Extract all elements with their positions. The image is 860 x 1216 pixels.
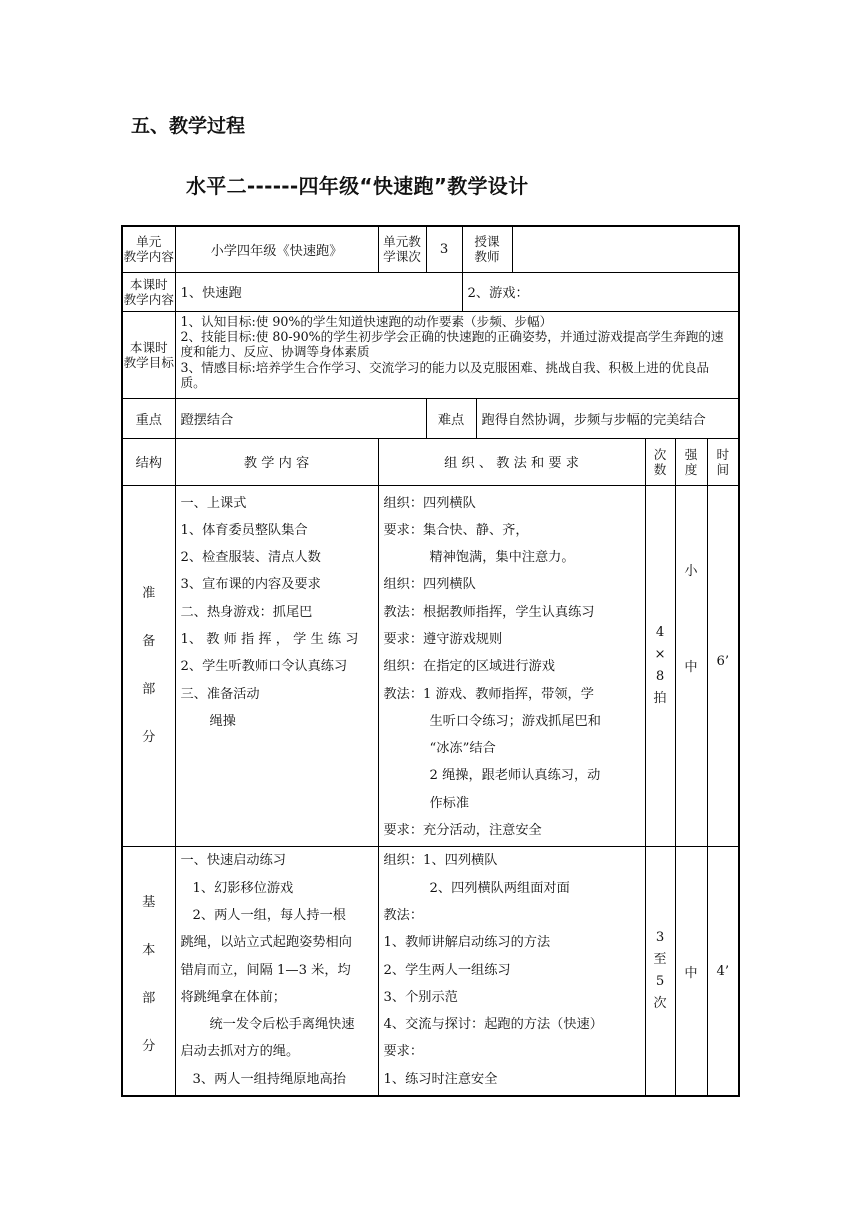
lesson-content-label: 本课时 教学内容 [122, 272, 175, 311]
table-row-basic-part [122, 847, 739, 1096]
list-item: 启动去抓对方的绳。 [180, 1044, 300, 1060]
list-item: 3、宣布课的内容及要求 [180, 577, 321, 593]
list-item: 错肩而立，间隔 1—3 米，均 [180, 962, 351, 978]
basic-duration: 4’ [707, 847, 739, 1096]
table-header-row [122, 438, 739, 485]
header-duration: 时 间 [707, 438, 739, 485]
table-row-lesson-goals [122, 311, 739, 398]
list-item: 教法：1 游戏、教师指挥，带领，学 [383, 686, 594, 702]
list-item: 绳操 [209, 713, 236, 729]
lesson-content-1: 1、快速跑 [175, 272, 462, 311]
goal-skill: 2、技能目标:使 80-90%的学生初步学会正确的快速跑的正确姿势，并通过游戏提高学生奔跑的速度和能力、反应、协调等身体素质 [180, 328, 724, 360]
list-item: 组织：四列横队 [383, 495, 476, 511]
list-item: “冰冻”结合 [429, 741, 496, 757]
prep-intensity [675, 485, 707, 847]
intensity-mid: 中 [684, 660, 698, 676]
difficulty-value: 跑得自然协调，步频与步幅的完美结合 [476, 398, 739, 438]
list-item: 组织：在指定的区域进行游戏 [383, 659, 555, 675]
list-item: 2、四列横队两组面对面 [429, 880, 570, 896]
intensity-low: 小 [684, 563, 698, 579]
list-item: 2 绳操，跟老师认真练习，动 [429, 768, 601, 784]
table-row-unit [122, 226, 739, 272]
lesson-goals [175, 311, 739, 398]
list-item: 要求：遵守游戏规则 [383, 631, 503, 647]
list-item: 2、检查服装、清点人数 [180, 550, 321, 566]
list-item: 3、个别示范 [383, 989, 458, 1005]
goal-emotional: 3、情感目标:培养学生合作学习、交流学习的能力以及克服困难、挑战自我、积极上进的优良品质。 [180, 359, 710, 391]
prep-part-label: 准 备 部 分 [122, 485, 175, 847]
list-item: 2、两人一组，每人持一根 [192, 907, 346, 923]
list-item: 要求：集合快、静、齐， [383, 522, 529, 538]
basic-content [175, 847, 378, 1096]
list-item: 2、学生两人一组练习 [383, 962, 511, 978]
list-item: 将跳绳拿在体前； [180, 989, 286, 1005]
list-item: 3、两人一组持绳原地高抬 [192, 1071, 346, 1087]
list-item: 教法：根据教师指挥，学生认真练习 [383, 604, 595, 620]
prep-times: 4 × 8 拍 [645, 485, 675, 847]
header-structure: 结构 [122, 438, 175, 485]
lesson-goal-label: 本课时 教学目标 [122, 311, 175, 398]
list-item: 教法： [383, 907, 424, 923]
lesson-content-2: 2、游戏： [462, 272, 739, 311]
teacher-label: 授课 教师 [462, 226, 512, 272]
list-item: 4、交流与探讨：起跑的方法（快速） [383, 1017, 603, 1033]
table-row-lesson-content [122, 272, 739, 311]
unit-value: 小学四年级《快速跑》 [175, 226, 378, 272]
list-item: 要求：充分活动，注意安全 [383, 823, 542, 839]
header-intensity: 强 度 [675, 438, 707, 485]
document-title: 水平二------四年级“快速跑”教学设计 [186, 174, 529, 198]
unit-label: 单元 教学内容 [122, 226, 175, 272]
list-item: 作标准 [429, 795, 470, 811]
table-row-prep-part [122, 485, 739, 847]
key-value: 蹬摆结合 [175, 398, 426, 438]
list-item: 统一发令后松手离绳快速 [209, 1017, 355, 1033]
lesson-plan-table [121, 225, 740, 1097]
list-item: 三、准备活动 [180, 686, 260, 702]
header-organization: 组 织 、 教 法 和 要 求 [378, 438, 645, 485]
basic-organization [378, 847, 645, 1096]
key-label: 重点 [122, 398, 175, 438]
basic-times: 3 至 5 次 [645, 847, 675, 1096]
list-item: 1、体育委员整队集合 [180, 522, 308, 538]
unit-lessons-label: 单元教 学课次 [378, 226, 426, 272]
section-heading: 五、教学过程 [131, 115, 246, 137]
list-item: 要求： [383, 1044, 424, 1060]
list-item: 2、学生听教师口令认真练习 [180, 659, 348, 675]
table-row-key-points [122, 398, 739, 438]
list-item: 二、热身游戏：抓尾巴 [180, 604, 313, 620]
list-item: 1、幻影移位游戏 [192, 880, 294, 896]
list-item: 1、练习时注意安全 [383, 1071, 498, 1087]
list-item: 精神饱满，集中注意力。 [429, 550, 575, 566]
list-item: 一、上课式 [180, 495, 247, 511]
basic-intensity: 中 [675, 847, 707, 1096]
prep-duration: 6’ [707, 485, 739, 847]
header-times: 次 数 [645, 438, 675, 485]
list-item: 跳绳，以站立式起跑姿势相向 [180, 935, 352, 951]
list-item: 一、快速启动练习 [180, 853, 286, 869]
difficulty-label: 难点 [426, 398, 476, 438]
goal-cognitive: 1、认知目标:使 90%的学生知道快速跑的动作要素（步频、步幅） [180, 313, 553, 329]
unit-lessons-value: 3 [426, 226, 462, 272]
header-content: 教 学 内 容 [175, 438, 378, 485]
prep-content [175, 485, 378, 847]
list-item: 组织：1、四列横队 [383, 853, 498, 869]
list-item: 1、教师讲解启动练习的方法 [383, 935, 551, 951]
basic-part-label: 基 本 部 分 [122, 847, 175, 1096]
prep-organization [378, 485, 645, 847]
teacher-value [512, 226, 739, 272]
list-item: 生听口令练习；游戏抓尾巴和 [429, 713, 601, 729]
list-item: 1、 教 师 指 挥 ， 学 生 练 习 [180, 631, 359, 647]
list-item: 组织：四列横队 [383, 577, 476, 593]
